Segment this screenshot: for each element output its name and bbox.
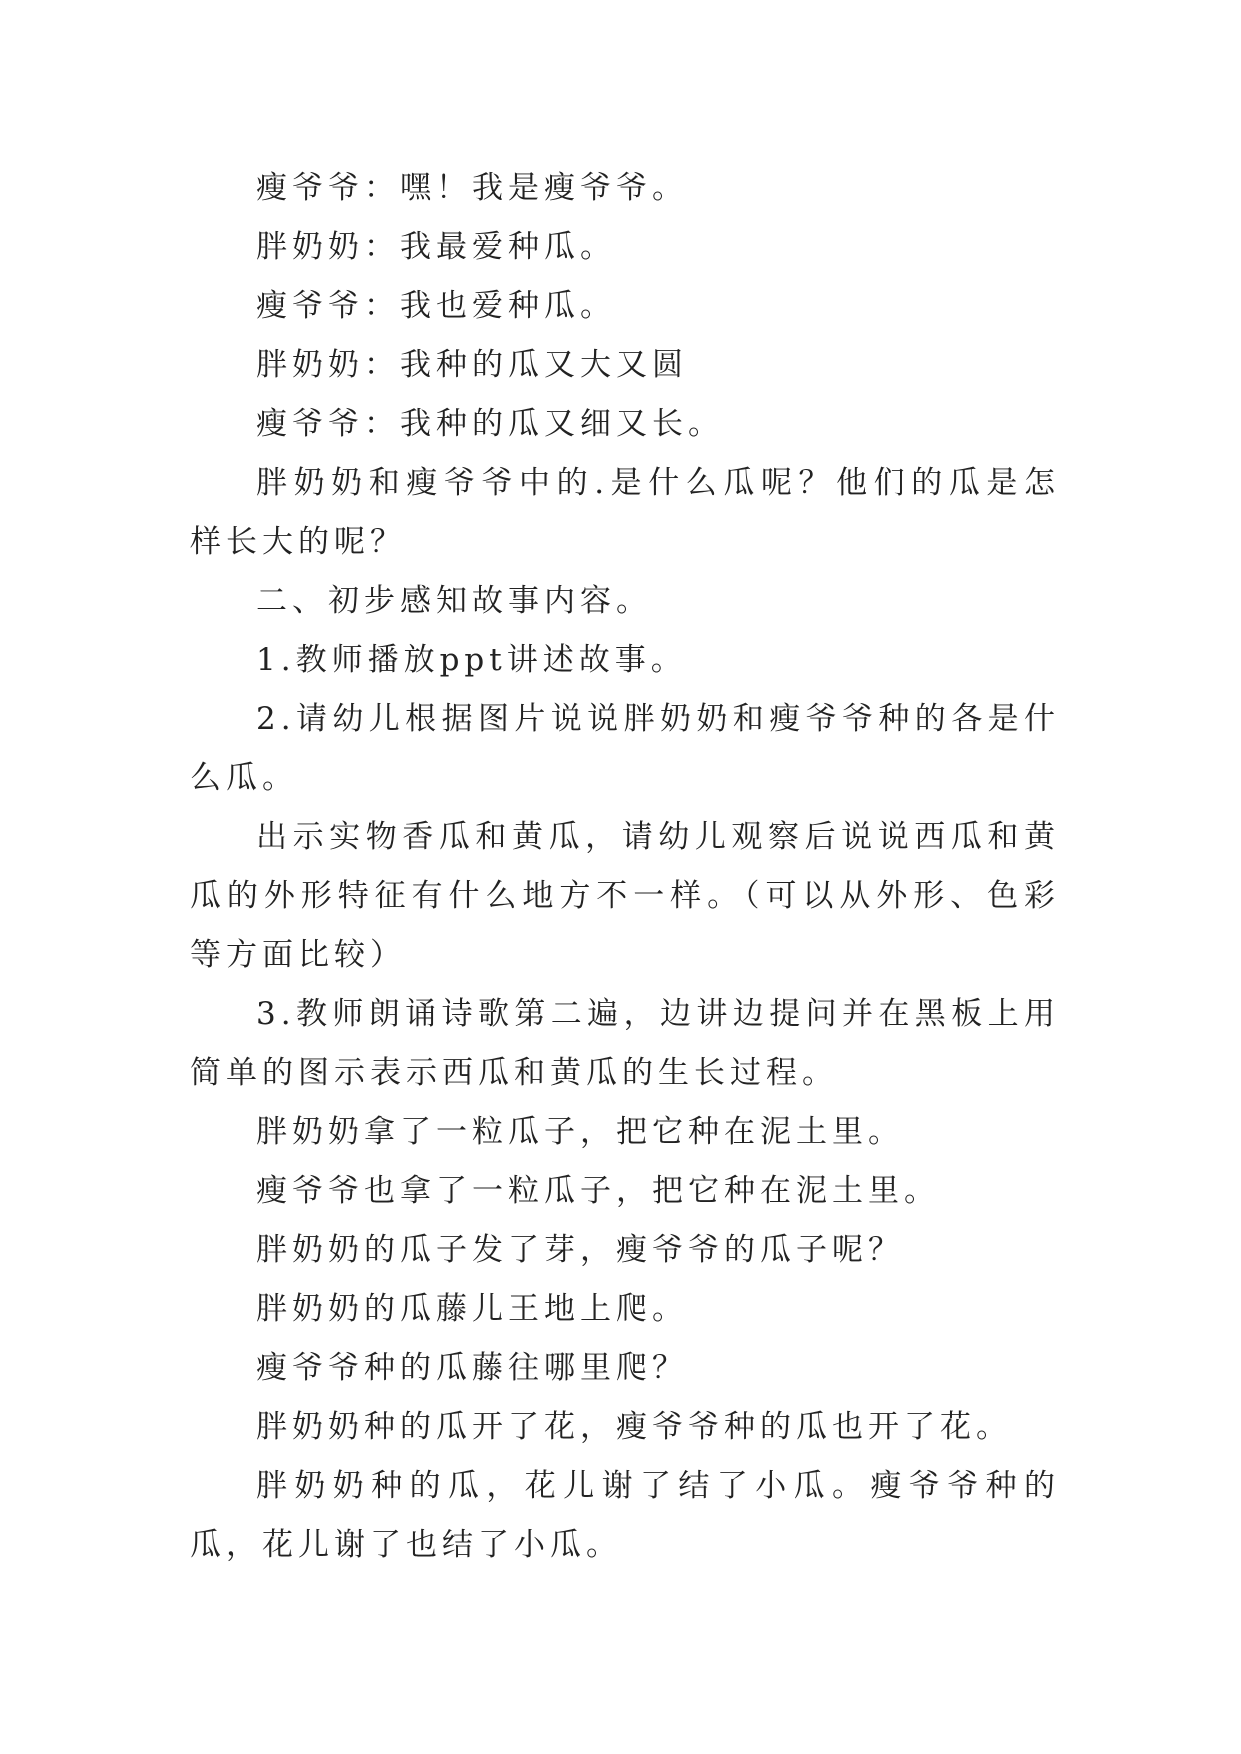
paragraph: 胖奶奶的瓜藤儿王地上爬。 bbox=[256, 1291, 688, 1327]
paragraph: 二、初步感知故事内容。 bbox=[256, 583, 652, 619]
paragraph: 胖奶奶和瘦爷爷中的.是什么瓜呢？他们的瓜是怎样长大的呢？ bbox=[190, 465, 1060, 560]
paragraph: 胖奶奶拿了一粒瓜子，把它种在泥土里。 bbox=[256, 1114, 904, 1150]
paragraph: 胖奶奶：我种的瓜又大又圆 bbox=[256, 347, 688, 383]
paragraph: 胖奶奶的瓜子发了芽，瘦爷爷的瓜子呢？ bbox=[256, 1232, 904, 1268]
paragraph: 胖奶奶：我最爱种瓜。 bbox=[256, 229, 616, 265]
paragraph: 瘦爷爷：我种的瓜又细又长。 bbox=[256, 406, 724, 442]
paragraph: 3.教师朗诵诗歌第二遍，边讲边提问并在黑板上用简单的图示表示西瓜和黄瓜的生长过程。 bbox=[190, 996, 1060, 1091]
paragraph: 1.教师播放ppt讲述故事。 bbox=[256, 642, 687, 678]
paragraph: 出示实物香瓜和黄瓜，请幼儿观察后说说西瓜和黄瓜的外形特征有什么地方不一样。（可以从外形、色彩等方面比较） bbox=[190, 819, 1060, 973]
document-body bbox=[190, 159, 1060, 1575]
paragraph: 胖奶奶种的瓜开了花，瘦爷爷种的瓜也开了花。 bbox=[256, 1409, 1012, 1445]
paragraph: 瘦爷爷：嘿！我是瘦爷爷。 bbox=[256, 170, 688, 206]
paragraph: 胖奶奶种的瓜，花儿谢了结了小瓜。瘦爷爷种的瓜，花儿谢了也结了小瓜。 bbox=[190, 1468, 1060, 1563]
paragraph: 瘦爷爷种的瓜藤往哪里爬？ bbox=[256, 1350, 688, 1386]
paragraph: 瘦爷爷也拿了一粒瓜子，把它种在泥土里。 bbox=[256, 1173, 940, 1209]
paragraph: 瘦爷爷：我也爱种瓜。 bbox=[256, 288, 616, 324]
paragraph: 2.请幼儿根据图片说说胖奶奶和瘦爷爷种的各是什么瓜。 bbox=[190, 701, 1060, 796]
